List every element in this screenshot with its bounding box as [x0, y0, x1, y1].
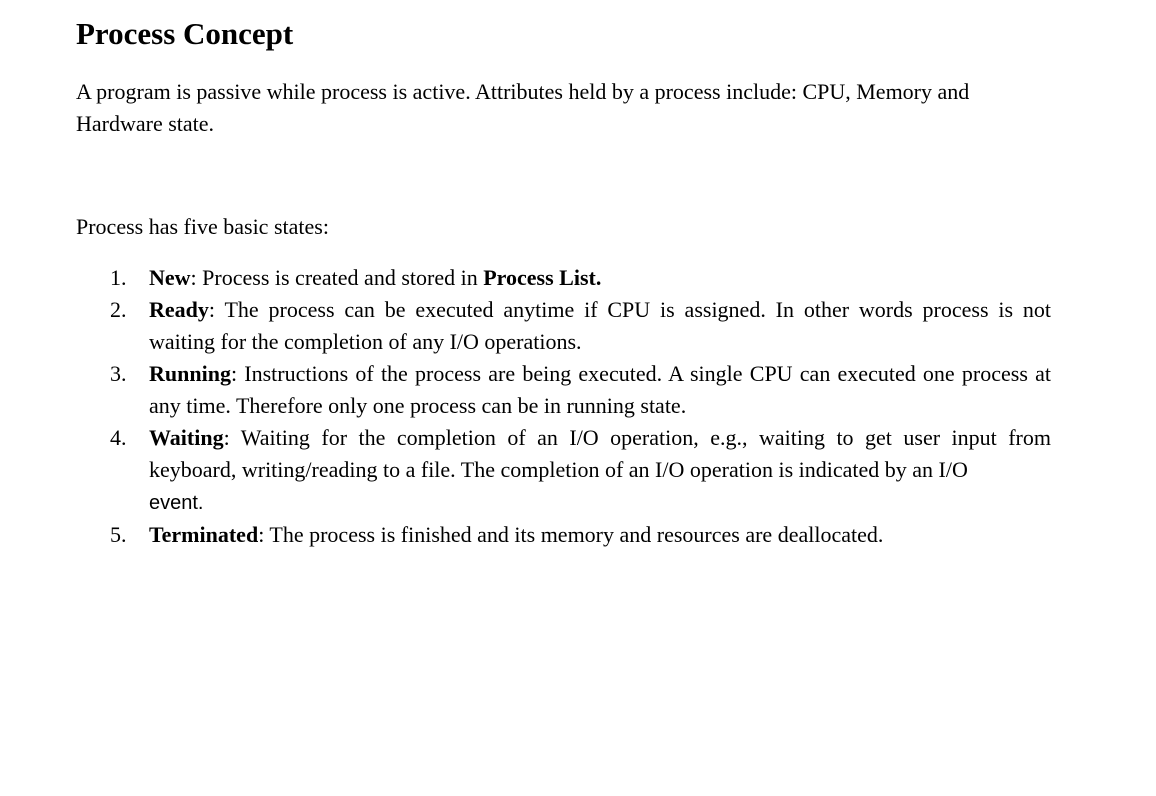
state-description: The process can be executed anytime if CPU is assigned. In other words process is not waiting for the completion of any I/O operations.: [149, 297, 1051, 354]
state-description-tail: event.: [149, 492, 204, 514]
intro-paragraph: A program is passive while process is active. Attributes held by a process include: CPU, Memory and Hardware state.: [76, 79, 970, 136]
state-description: The process is finished and its memory and resources are deallocated.: [269, 522, 884, 547]
list-item-terminated: [76, 519, 1051, 551]
term-separator: :: [208, 297, 225, 322]
list-number: 2.: [110, 297, 127, 322]
list-item-new: [76, 262, 1051, 294]
state-term: Waiting: [149, 425, 224, 450]
list-number: 5.: [110, 522, 127, 547]
state-term: Running: [149, 361, 231, 386]
term-separator: :: [223, 425, 241, 450]
state-term: Ready: [149, 297, 209, 322]
state-term: Terminated: [149, 522, 259, 547]
list-item-ready: [76, 294, 1051, 358]
list-number: 4.: [110, 425, 127, 450]
page-title: Process Concept: [76, 16, 294, 51]
state-description: Waiting for the completion of an I/O operation, e.g., waiting to get user input from keyboard, writing/reading to a file. The completion of an I/O operation is indicated by an I/O: [149, 425, 1051, 482]
list-number: 3.: [110, 361, 127, 386]
term-separator: :: [258, 522, 270, 547]
list-item-running: [76, 358, 1051, 422]
state-emphasis: Process List.: [483, 265, 602, 290]
state-description: Instructions of the process are being executed. A single CPU can executed one process at any time. Therefore only one process can be in running state.: [149, 361, 1051, 418]
list-number: 1.: [110, 265, 127, 290]
list-item-waiting: [76, 422, 1051, 519]
states-list: [76, 262, 1051, 551]
states-intro: Process has five basic states:: [76, 214, 329, 239]
state-description: Process is created and stored in: [202, 265, 484, 290]
term-separator: :: [190, 265, 203, 290]
term-separator: :: [230, 361, 245, 386]
state-term: New: [149, 265, 191, 290]
